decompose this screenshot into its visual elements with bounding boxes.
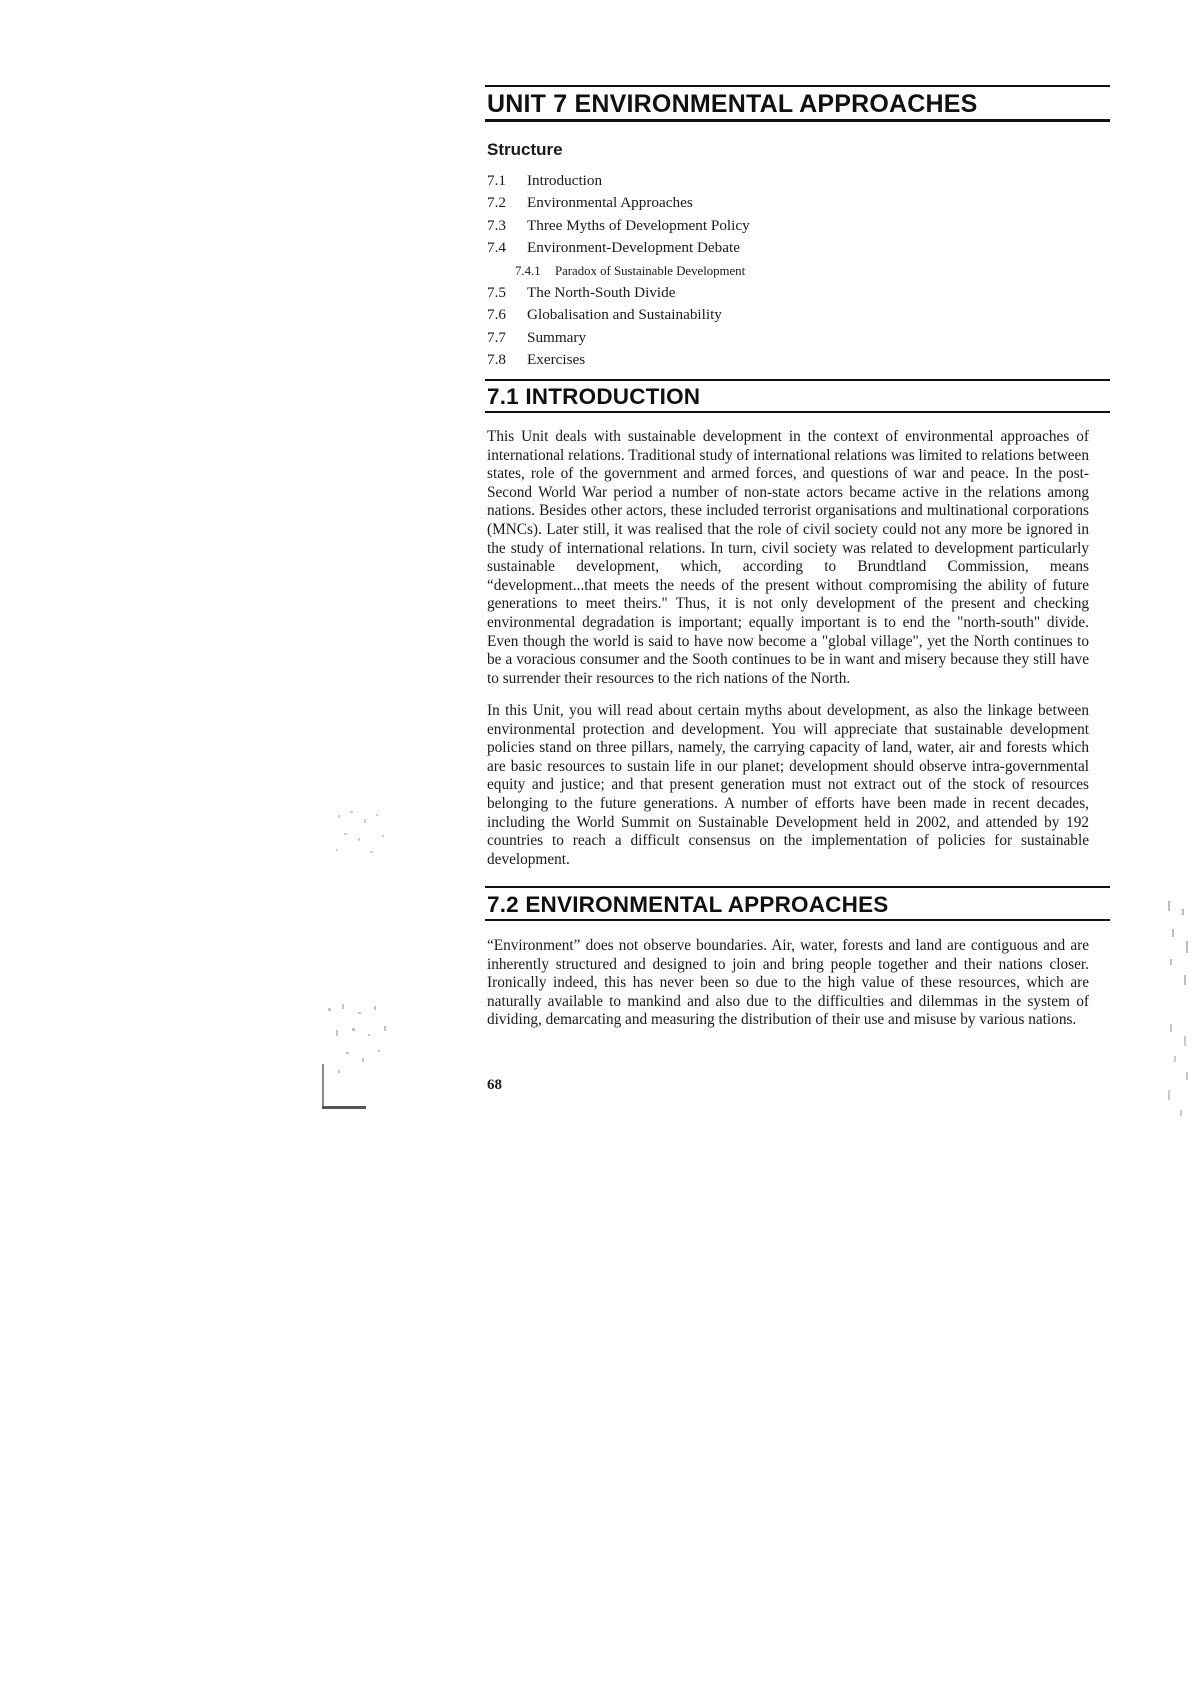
- section-2-paragraph-1: “Environment” does not observe boundaries. Air, water, forests and land are contiguous and are inherently structured and designed to join and bring people together and their nations closer. Ironically indeed, this has never been so due to the high value of these resources, which are naturally available to mankind and also due to the difficulties and dilemmas in the system of dividing, demarcating and measuring the distribution of their use and misuse by various nations.: [487, 937, 1089, 1029]
- scan-smudge-right-top: [1160, 895, 1200, 1005]
- scan-smudge-left-bottom: [318, 1000, 418, 1120]
- toc-item: [487, 192, 1047, 214]
- toc-number: 7.8: [487, 351, 506, 369]
- section-2-heading: 7.2 ENVIRONMENTAL APPROACHES: [487, 892, 889, 917]
- toc-title: Introduction: [527, 172, 603, 189]
- toc-item: [487, 170, 1047, 192]
- toc-title: Globalisation and Sustainability: [527, 306, 722, 324]
- section-2-bottom-rule: [485, 919, 1110, 921]
- section-1-paragraph-2: In this Unit, you will read about certain myths about development, as also the linkage between environmental protection and development. You will appreciate that sustainable development policies stand on three pillars, namely, the carrying capacity of land, water, air and forests which are basic resources to sustain life in our planet; development should observe intra-governmental equity and justice; and that present generation must not extract out of the stock of resources belonging to the future generations. A number of efforts have been made in recent decades, including the World Summit on Sustainable Development held in 2002, and attended by 192 countries to reach a difficult consensus on the implementation of policies for sustainable development.: [487, 702, 1089, 868]
- toc-number: 7.4: [487, 239, 506, 257]
- toc-title: Paradox of Sustainable Development: [555, 263, 746, 278]
- toc-title: Environment-Development Debate: [527, 239, 740, 257]
- toc-number: 7.1: [487, 172, 506, 189]
- section-1-heading: 7.1 INTRODUCTION: [487, 384, 701, 409]
- toc-title: Three Myths of Development Policy: [527, 216, 750, 234]
- toc-number: 7.7: [487, 328, 506, 346]
- toc-title: Environmental Approaches: [527, 194, 693, 212]
- page-number: 68: [487, 1077, 502, 1093]
- section-1-paragraph-1: This Unit deals with sustainable development in the context of environmental approaches of international relations. Traditional study of international relations was limited to relations between states, role of the government and armed forces, and questions of war and peace. In the post-Second World War period a number of non-state actors became active in the relations among nations. Besides other actors, these included terrorist organisations and multinational corporations (MNCs). Later still, it was realised that the role of civil society could not any more be ignored in the study of international relations. In turn, civil society was related to development particularly sustainable development, which, according to Brundtland Commission, means “development...that meets the needs of the present without compromising the ability of future generations to meet theirs." Thus, it is not only development of the present and checking environmental degradation is important; equally important is to end the "north-south" divide. Even though the world is said to have now become a "global village", yet the North continues to be a voracious consumer and the Sooth continues to be in want and misery because they still have to surrender their resources to the rich nations of the North.: [487, 428, 1089, 687]
- table-of-contents: [487, 170, 1047, 372]
- toc-number: 7.4.1: [515, 263, 541, 278]
- scan-smudge-right-bottom: [1160, 1020, 1200, 1130]
- structure-heading: Structure: [487, 140, 563, 159]
- toc-item: [487, 282, 1047, 304]
- toc-title: The North-South Divide: [527, 283, 676, 301]
- section-1-top-rule: [485, 379, 1110, 381]
- toc-item: [487, 304, 1047, 326]
- title-bottom-rule: [485, 119, 1110, 122]
- toc-number: 7.3: [487, 216, 506, 234]
- toc-number: 7.6: [487, 306, 506, 324]
- toc-item: [487, 237, 1047, 259]
- title-top-rule: [485, 85, 1110, 87]
- toc-number: 7.2: [487, 194, 506, 212]
- toc-item: [487, 349, 1047, 371]
- toc-title: Summary: [527, 328, 587, 346]
- toc-subitem: [487, 260, 1047, 282]
- toc-item: [487, 327, 1047, 349]
- toc-item: [487, 215, 1047, 237]
- section-2-top-rule: [485, 886, 1110, 888]
- scan-smudge-left-top: [330, 805, 400, 865]
- toc-title: Exercises: [527, 351, 586, 369]
- section-1-bottom-rule: [485, 411, 1110, 413]
- toc-number: 7.5: [487, 283, 506, 301]
- unit-title: UNIT 7 ENVIRONMENTAL APPROACHES: [487, 90, 978, 118]
